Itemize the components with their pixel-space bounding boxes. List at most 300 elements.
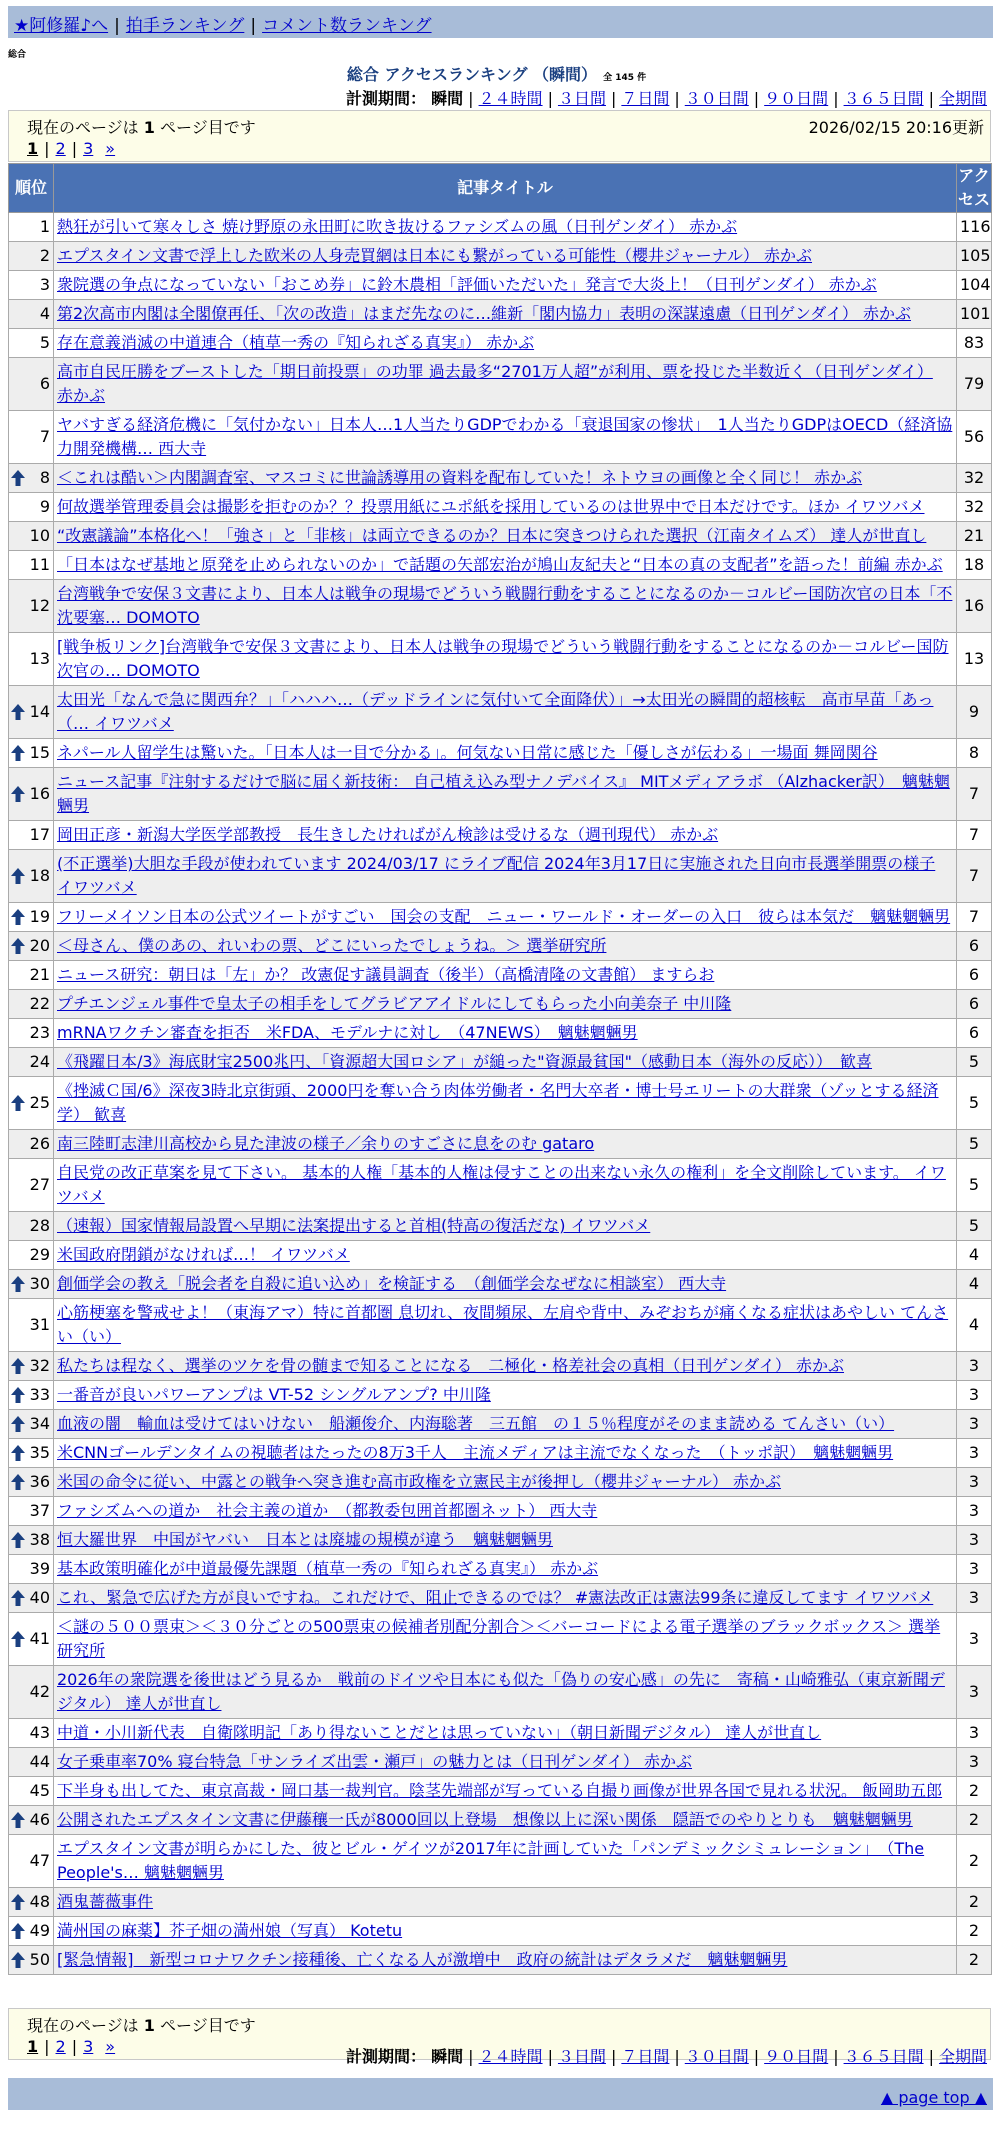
title-cell <box>54 1159 957 1212</box>
table-row <box>9 1130 992 1159</box>
table-row <box>9 1888 992 1917</box>
table-row <box>9 1410 992 1439</box>
title-cell <box>54 990 957 1019</box>
table-row <box>9 329 992 358</box>
article-link[interactable]: 熱狂が引いて寒々しさ 焼け野原の永田町に吹き抜けるファシズムの風（日刊ゲンダイ） 赤かぶ <box>57 217 738 236</box>
rank-number: 19 <box>29 907 50 926</box>
title-cell <box>54 1719 957 1748</box>
access-count: 5 <box>957 1077 992 1130</box>
rank-number: 1 <box>39 217 50 236</box>
rank-number: 10 <box>29 526 50 545</box>
title-cell <box>54 329 957 358</box>
rank-number: 8 <box>39 468 50 487</box>
table-row <box>9 493 992 522</box>
access-count: 8 <box>957 739 992 768</box>
rank-cell <box>9 300 54 329</box>
title-cell <box>54 1381 957 1410</box>
title-cell <box>54 850 957 903</box>
article-link[interactable]: ヤバすぎる経済危機に「気付かない」日本人…1人当たりGDPでわかる「衰退国家の惨状」 1人当たりGDPはOECD（経済協力開発機構… 西大寺 <box>57 415 953 458</box>
rank-cell <box>9 1777 54 1806</box>
rank-number: 16 <box>29 784 50 803</box>
rank-number: 15 <box>29 743 50 762</box>
comment-ranking-link[interactable]: コメント数ランキング <box>262 16 432 36</box>
article-link[interactable]: 《挫滅Ｃ国/6》深夜3時北京街頭、2000円を奪い合う肉体労働者・名門大卒者・博士号エリートの大群衆（ゾッとする経済学） 歓喜 <box>57 1081 939 1124</box>
rank-cell <box>9 1806 54 1835</box>
title-cell <box>54 1666 957 1719</box>
access-count: 3 <box>957 1410 992 1439</box>
table-row <box>9 1613 992 1666</box>
rank-number: 48 <box>29 1892 50 1911</box>
table-row <box>9 1048 992 1077</box>
home-link[interactable]: ★阿修羅♪へ <box>14 16 109 36</box>
article-link[interactable]: 女子乗車率70% 寝台特急「サンライズ出雲・瀬戸」の魅力とは（日刊ゲンダイ） 赤かぶ <box>57 1752 693 1771</box>
table-header-row <box>9 164 992 213</box>
title-cell <box>54 242 957 271</box>
rank-cell <box>9 1613 54 1666</box>
article-link[interactable]: 酒鬼薔薇事件 <box>57 1892 154 1911</box>
rank-number: 45 <box>29 1781 50 1800</box>
rank-number: 41 <box>29 1629 50 1648</box>
access-count: 2 <box>957 1946 992 1975</box>
rank-number: 46 <box>29 1810 50 1829</box>
table-row <box>9 1835 992 1888</box>
article-link[interactable]: (不正選挙)大胆な手段が使われています 2024/03/17 にライブ配信 2024年3月17日に実施された日向市長選挙開票の様子 イワツバメ <box>57 854 936 897</box>
access-count: 6 <box>957 990 992 1019</box>
article-link[interactable]: エプスタイン文書で浮上した欧米の人身売買網は日本にも繋がっている可能性（櫻井ジャーナル） 赤かぶ <box>57 246 813 265</box>
rank-number: 37 <box>29 1501 50 1520</box>
rank-cell <box>9 1468 54 1497</box>
rank-cell <box>9 1526 54 1555</box>
rank-number: 21 <box>29 965 50 984</box>
article-link[interactable]: ＜母さん、僕のあの、れいわの票、どこにいったでしょうね。＞ 選挙研究所 <box>57 936 607 955</box>
item-count: 全 145 件 <box>603 73 647 83</box>
article-link[interactable]: ＜これは酷い＞内閣調査室、マスコミに世論誘導用の資料を配布していた！ネトウヨの画像と全く同じ！ 赤かぶ <box>57 468 863 487</box>
table-row <box>9 739 992 768</box>
table-row <box>9 1917 992 1946</box>
access-count: 7 <box>957 768 992 821</box>
article-link[interactable]: 太田光「なんで急に関西弁？」「ハハハ…（デッドラインに気付いて全面降伏）」→太田光の瞬間的超核転 高市早苗「あっ（… イワツバメ <box>57 690 934 733</box>
rank-number: 29 <box>29 1245 50 1264</box>
table-row <box>9 1159 992 1212</box>
table-row <box>9 850 992 903</box>
page-2-link[interactable]: 2 <box>55 2037 66 2056</box>
article-link[interactable]: 南三陸町志津川高校から見た津波の様子／余りのすごさに息をのむ gataro <box>57 1134 595 1153</box>
period-selector-bottom: 計測期間： 瞬間 | ２４時間 | ３日間 | ７日間 | ３０日間 | ９０日間 | ３６５日間 | 全期間 <box>346 2047 987 2066</box>
title-cell <box>54 1917 957 1946</box>
rank-number: 9 <box>39 497 50 516</box>
title-cell <box>54 1048 957 1077</box>
rank-number: 49 <box>29 1921 50 1940</box>
title-cell <box>54 493 957 522</box>
access-count: 3 <box>957 1468 992 1497</box>
period-3d[interactable]: ３日間 <box>557 2047 606 2066</box>
access-count: 3 <box>957 1666 992 1719</box>
rank-number: 17 <box>29 825 50 844</box>
table-row <box>9 300 992 329</box>
rank-cell <box>9 932 54 961</box>
period-7d[interactable]: ７日間 <box>621 89 670 108</box>
title-cell <box>54 1241 957 1270</box>
access-count: 3 <box>957 1613 992 1666</box>
table-row <box>9 271 992 300</box>
table-row <box>9 1352 992 1381</box>
access-count: 5 <box>957 1130 992 1159</box>
title-cell <box>54 1497 957 1526</box>
rank-up-icon <box>11 938 25 954</box>
article-link[interactable]: ＜謎の５００票束＞＜３０分ごとの500票束の候補者別配分割合＞＜バーコードによる電子選挙のブラックボックス＞ 選挙研究所 <box>57 1617 941 1660</box>
access-count: 3 <box>957 1497 992 1526</box>
table-row <box>9 411 992 464</box>
rank-up-icon <box>11 704 25 720</box>
rank-cell <box>9 739 54 768</box>
access-count: 6 <box>957 932 992 961</box>
table-row <box>9 358 992 411</box>
access-count: 2 <box>957 1835 992 1888</box>
page-current: 1 <box>27 2037 39 2056</box>
period-365d[interactable]: ３６５日間 <box>843 2047 924 2066</box>
top-nav-bar <box>8 6 993 38</box>
access-count: 7 <box>957 821 992 850</box>
access-count: 3 <box>957 1719 992 1748</box>
rank-cell <box>9 821 54 850</box>
rank-cell <box>9 768 54 821</box>
article-link[interactable]: 高市自民圧勝をブーストした「期日前投票」の功罪 過去最多“2701万人超”が利用、票を投じた半数近く（日刊ゲンダイ） 赤かぶ <box>57 362 933 405</box>
rank-number: 25 <box>29 1093 50 1112</box>
rank-cell <box>9 464 54 493</box>
current-page-text: 現在のページは 1 ページ目です <box>27 2016 256 2035</box>
title-cell <box>54 300 957 329</box>
rank-up-icon <box>11 470 25 486</box>
table-row <box>9 1381 992 1410</box>
article-link[interactable]: 自民党の改正草案を見て下さい。 基本的人権「基本的人権は侵すことの出来ない永久の権利」を全文削除しています。 イワツバメ <box>57 1163 946 1206</box>
ranking-rows <box>9 213 992 1975</box>
rank-cell <box>9 1946 54 1975</box>
article-link[interactable]: 私たちは程なく、選挙のツケを骨の髄まで知ることになる 二極化・格差社会の真相（日刊ゲンダイ） 赤かぶ <box>57 1356 845 1375</box>
rank-number: 23 <box>29 1023 50 1042</box>
title-cell <box>54 1888 957 1917</box>
bottom-bar <box>8 2078 993 2110</box>
period-selector-top: 計測期間： 瞬間 | ２４時間 | ３日間 | ７日間 | ３０日間 | ９０日間 | ３６５日間 | 全期間 <box>346 89 987 108</box>
access-count: 6 <box>957 961 992 990</box>
title-cell <box>54 961 957 990</box>
title-cell <box>54 1946 957 1975</box>
access-count: 4 <box>957 1270 992 1299</box>
article-link[interactable]: ファシズムへの道か 社会主義の道か （都教委包囲首都圏ネット） 西大寺 <box>57 1501 598 1520</box>
rank-cell <box>9 1555 54 1584</box>
article-link[interactable]: ニュース研究：朝日は「左」か？ 改憲促す議員調査（後半）（高橋清隆の文書館） ますらお <box>57 965 715 984</box>
article-link[interactable]: 2026年の衆院選を後世はどう見るか 戦前のドイツや日本にも似た「偽りの安心感」の先に 寄稿・山崎雅弘（東京新聞デジタル） 達人が世直し <box>57 1670 945 1713</box>
title-cell <box>54 1299 957 1352</box>
article-link[interactable]: 基本政策明確化が中道最優先課題（植草一秀の『知られざる真実』） 赤かぶ <box>57 1559 599 1578</box>
title-cell <box>54 739 957 768</box>
rank-header: 順位 <box>9 164 54 213</box>
period-label: 計測期間： <box>346 89 427 108</box>
article-link[interactable]: ニュース記事『注射するだけで脳に届く新技術： 自己植え込み型ナノデバイス』 MITメディアラボ （Alzhacker訳） 魑魅魍魎男 <box>57 772 950 815</box>
rank-cell <box>9 411 54 464</box>
article-link[interactable]: 心筋梗塞を警戒せよ！（東海アマ）特に首都圏 息切れ、夜間頻尿、左肩や背中、みぞおちが痛くなる症状はあやしい てんさい（い） <box>57 1303 949 1346</box>
rank-up-icon <box>11 745 25 761</box>
page-current: 1 <box>27 139 39 158</box>
rank-cell <box>9 1352 54 1381</box>
article-link[interactable]: 満州国の麻薬】芥子畑の満州娘（写真） Kotetu <box>57 1921 403 1940</box>
table-row <box>9 1806 992 1835</box>
rank-number: 6 <box>39 374 50 393</box>
page-top-link[interactable]: ▲ page top ▲ <box>880 2088 987 2107</box>
page-2-link[interactable]: 2 <box>55 139 66 158</box>
title-cell <box>54 1410 957 1439</box>
article-link[interactable]: 《飛躍日本/3》海底財宝2500兆円、「資源超大国ロシア」が縋った"資源最貧国"（感動日本（海外の反応）） 歓喜 <box>57 1052 873 1071</box>
table-row <box>9 1299 992 1352</box>
period-24h[interactable]: ２４時間 <box>478 2047 543 2066</box>
rank-number: 28 <box>29 1216 50 1235</box>
rank-number: 35 <box>29 1443 50 1462</box>
title-cell <box>54 903 957 932</box>
rank-up-icon <box>11 1812 25 1828</box>
table-row <box>9 1241 992 1270</box>
article-link[interactable]: 中道・小川新代表 自衛隊明記「あり得ないことだとは思っていない」（朝日新聞デジタル） 達人が世直し <box>57 1723 822 1742</box>
title-cell <box>54 633 957 686</box>
nav-separator: | <box>250 16 257 36</box>
access-count: 5 <box>957 1212 992 1241</box>
access-count: 9 <box>957 686 992 739</box>
title-cell <box>54 522 957 551</box>
rank-cell <box>9 850 54 903</box>
page-3-link[interactable]: 3 <box>83 139 94 158</box>
access-count: 3 <box>957 1584 992 1613</box>
rank-up-icon <box>11 1358 25 1374</box>
article-link[interactable]: mRNAワクチン審査を拒否 米FDA、モデルナに対し （47NEWS） 魑魅魍魎男 <box>57 1023 638 1042</box>
title-cell <box>54 1835 957 1888</box>
article-link[interactable]: [戦争板リンク]台湾戦争で安保３文書により、日本人は戦争の現場でどういう戦闘行動をすることになるのか－コルビー国防次官の… DOMOTO <box>57 637 949 680</box>
page-links: 1 | 2 | 3 » <box>27 139 116 158</box>
title-cell <box>54 411 957 464</box>
rank-number: 44 <box>29 1752 50 1771</box>
article-link[interactable]: 岡田正彦・新潟大学医学部教授 長生きしたければがん検診は受けるな（週刊現代） 赤かぶ <box>57 825 719 844</box>
table-row <box>9 213 992 242</box>
period-all[interactable]: 全期間 <box>938 89 987 108</box>
article-link[interactable]: “改憲議論”本格化へ！「強さ」と「非核」は両立できるのか？日本に突きつけられた選択（江南タイムズ） 達人が世直し <box>57 526 927 545</box>
ranking-table <box>8 163 992 1975</box>
access-count: 7 <box>957 850 992 903</box>
rank-number: 42 <box>29 1682 50 1701</box>
period-30d[interactable]: ３０日間 <box>684 89 749 108</box>
article-link[interactable]: 米国の命令に従い、中露との戦争へ突き進む高市政権を立憲民主が後押し（櫻井ジャーナル） 赤かぶ <box>57 1472 781 1491</box>
rank-cell <box>9 580 54 633</box>
site-label: 総合 <box>8 50 27 60</box>
rank-cell <box>9 1130 54 1159</box>
rank-number: 11 <box>29 555 50 574</box>
period-current: 瞬間 <box>431 89 464 108</box>
title-cell <box>54 1352 957 1381</box>
title-cell <box>54 1270 957 1299</box>
rank-number: 38 <box>29 1530 50 1549</box>
access-count: 5 <box>957 1048 992 1077</box>
table-row <box>9 1526 992 1555</box>
article-link[interactable]: 米国政府閉鎖がなければ…！ イワツバメ <box>57 1245 350 1264</box>
access-count: 32 <box>957 493 992 522</box>
rank-up-icon <box>11 1387 25 1403</box>
article-link[interactable]: 創価学会の教え「脱会者を自殺に追い込め」を検証する （創価学会なぜなに相談室） 西大寺 <box>57 1274 727 1293</box>
access-count: 3 <box>957 1748 992 1777</box>
article-link[interactable]: プチエンジェル事件で皇太子の相手をしてグラビアアイドルにしてもらった小向美奈子 中川隆 <box>57 994 732 1013</box>
rank-cell <box>9 329 54 358</box>
page-3-link[interactable]: 3 <box>83 2037 94 2056</box>
table-row <box>9 1468 992 1497</box>
access-count: 105 <box>957 242 992 271</box>
article-link[interactable]: （速報）国家情報局設置へ早期に法案提出すると首相(特高の復活だな) イワツバメ <box>57 1216 651 1235</box>
title-cell <box>54 821 957 850</box>
article-link[interactable]: 存在意義消滅の中道連合（植草一秀の『知られざる真実』） 赤かぶ <box>57 333 535 352</box>
rank-number: 36 <box>29 1472 50 1491</box>
table-row <box>9 1719 992 1748</box>
article-link[interactable]: これ、緊急で広げた方が良いですね。これだけで、阻止できるのでは？ #憲法改正は憲法99条に違反してます イワツバメ <box>57 1588 934 1607</box>
table-row <box>9 522 992 551</box>
rank-cell <box>9 1888 54 1917</box>
article-link[interactable]: 衆院選の争点になっていない「おこめ券」に鈴木農相「評価いただいた」発言で大炎上！（日刊ゲンダイ） 赤かぶ <box>57 275 877 294</box>
table-row <box>9 242 992 271</box>
rank-number: 31 <box>29 1315 50 1334</box>
access-count: 79 <box>957 358 992 411</box>
rank-number: 47 <box>29 1851 50 1870</box>
title-cell <box>54 464 957 493</box>
rank-up-icon <box>11 786 25 802</box>
rank-up-icon <box>11 1532 25 1548</box>
applause-ranking-link[interactable]: 拍手ランキング <box>125 16 245 36</box>
rank-number: 7 <box>39 427 50 446</box>
rank-up-icon <box>11 868 25 884</box>
table-row <box>9 1439 992 1468</box>
article-link[interactable]: 恒大羅世界 中国がヤバい 日本とは廃墟の規模が違う 魑魅魍魎男 <box>57 1530 554 1549</box>
period-current: 瞬間 <box>431 2047 464 2066</box>
period-30d[interactable]: ３０日間 <box>684 2047 749 2066</box>
article-link[interactable]: ネパール人留学生は驚いた。「日本人は一目で分かる」。何気ない日常に感じた「優しさが伝わる」一場面 舞岡関谷 <box>57 743 878 762</box>
rank-cell <box>9 990 54 1019</box>
article-link[interactable]: 血液の闇 輸血は受けてはいけない 船瀬俊介、内海聡著 三五館 の１５％程度がそのまま読める てんさい（い） <box>57 1414 895 1433</box>
access-count: 3 <box>957 1439 992 1468</box>
period-90d[interactable]: ９０日間 <box>764 2047 829 2066</box>
access-header: アクセス <box>957 164 992 213</box>
rank-up-icon <box>11 1276 25 1292</box>
rank-cell <box>9 1666 54 1719</box>
rank-number: 50 <box>29 1950 50 1969</box>
rank-up-icon <box>11 1631 25 1647</box>
title-cell <box>54 1526 957 1555</box>
article-link[interactable]: [緊急情報] 新型コロナワクチン接種後、亡くなる人が激増中 政府の統計はデタラメだ 魑魅魍魎男 <box>57 1950 788 1969</box>
rank-cell <box>9 1835 54 1888</box>
period-365d[interactable]: ３６５日間 <box>843 89 924 108</box>
rank-up-icon <box>11 1952 25 1968</box>
article-link[interactable]: フリーメイソン日本の公式ツイートがすごい 国会の支配 ニュー・ワールド・オーダーの入口 彼らは本気だ 魑魅魍魎男 <box>57 907 951 926</box>
table-row <box>9 686 992 739</box>
table-row <box>9 1748 992 1777</box>
table-row <box>9 1212 992 1241</box>
rank-cell <box>9 1019 54 1048</box>
title-cell <box>54 1777 957 1806</box>
period-3d[interactable]: ３日間 <box>557 89 606 108</box>
rank-cell <box>9 358 54 411</box>
table-row <box>9 1777 992 1806</box>
rank-up-icon <box>11 1590 25 1606</box>
rank-up-icon <box>11 1894 25 1910</box>
rank-cell <box>9 1270 54 1299</box>
period-24h[interactable]: ２４時間 <box>478 89 543 108</box>
rank-cell <box>9 242 54 271</box>
access-count: 4 <box>957 1299 992 1352</box>
rank-cell <box>9 1048 54 1077</box>
access-count: 4 <box>957 1241 992 1270</box>
rank-cell <box>9 1719 54 1748</box>
article-link[interactable]: 一番音が良いパワーアンプは VT-52 シングルアンプ? 中川隆 <box>57 1385 491 1404</box>
rank-number: 2 <box>39 246 50 265</box>
rank-up-icon <box>11 1445 25 1461</box>
table-row <box>9 1946 992 1975</box>
rank-cell <box>9 1077 54 1130</box>
rank-cell <box>9 686 54 739</box>
page-next-link[interactable]: » <box>105 139 116 158</box>
article-link[interactable]: 公開されたエプスタイン文書に伊藤穰一氏が8000回以上登場 想像以上に深い関係 隠語でのやりとりも 魑魅魍魎男 <box>57 1810 913 1829</box>
title-cell <box>54 1613 957 1666</box>
access-count: 3 <box>957 1381 992 1410</box>
title-cell <box>54 1212 957 1241</box>
article-link[interactable]: 第2次高市内閣は全閣僚再任、「次の改造」はまだ先なのに…維新「閣内協力」表明の深謀遠慮（日刊ゲンダイ） 赤かぶ <box>57 304 911 323</box>
access-count: 21 <box>957 522 992 551</box>
rank-cell <box>9 1381 54 1410</box>
rank-cell <box>9 1748 54 1777</box>
table-row <box>9 551 992 580</box>
rank-number: 5 <box>39 333 50 352</box>
rank-up-icon <box>11 1474 25 1490</box>
rank-number: 14 <box>29 702 50 721</box>
period-label: 計測期間： <box>346 2047 427 2066</box>
table-row <box>9 1555 992 1584</box>
access-count: 5 <box>957 1159 992 1212</box>
article-link[interactable]: 「日本はなぜ基地と原発を止められないのか」で話題の矢部宏治が鳩山友紀夫と“日本の真の支配者”を語った！前編 赤かぶ <box>57 555 943 574</box>
table-row <box>9 990 992 1019</box>
rank-number: 39 <box>29 1559 50 1578</box>
access-count: 3 <box>957 1526 992 1555</box>
rank-cell <box>9 961 54 990</box>
title-cell <box>54 1555 957 1584</box>
rank-cell <box>9 633 54 686</box>
article-link[interactable]: 米CNNゴールデンタイムの視聴者はたったの8万3千人 主流メディアは主流でなくなった （トッポ訳） 魑魅魍魎男 <box>57 1443 894 1462</box>
article-link[interactable]: エプスタイン文書が明らかにした、彼とビル・ゲイツが2017年に計画していた「パンデミックシミュレーション」 （The People's… 魑魅魍魎男 <box>57 1839 925 1882</box>
access-count: 56 <box>957 411 992 464</box>
title-cell <box>54 1077 957 1130</box>
page-next-link[interactable]: » <box>105 2037 116 2056</box>
article-link[interactable]: 下半身も出してた、東京高裁・岡口基一裁判官。陰茎先端部が写っている自撮り画像が世界各国で見れる状況。 飯岡助五郎 <box>57 1781 943 1800</box>
rank-cell <box>9 551 54 580</box>
period-7d[interactable]: ７日間 <box>621 2047 670 2066</box>
rank-number: 22 <box>29 994 50 1013</box>
title-cell <box>54 1806 957 1835</box>
title-cell <box>54 1130 957 1159</box>
title-cell <box>54 1584 957 1613</box>
period-all[interactable]: 全期間 <box>938 2047 987 2066</box>
page-title <box>0 62 993 85</box>
title-cell <box>54 213 957 242</box>
article-link[interactable]: 台湾戦争で安保３文書により、日本人は戦争の現場でどういう戦闘行動をすることになるのか－コルビー国防次官の日本「不沈要塞… DOMOTO <box>57 584 953 627</box>
access-count: 6 <box>957 1019 992 1048</box>
pagination-top <box>8 110 991 162</box>
title-cell <box>54 686 957 739</box>
rank-number: 40 <box>29 1588 50 1607</box>
access-count: 3 <box>957 1555 992 1584</box>
title-cell <box>54 580 957 633</box>
table-row <box>9 1270 992 1299</box>
period-90d[interactable]: ９０日間 <box>764 89 829 108</box>
access-count: 18 <box>957 551 992 580</box>
article-link[interactable]: 何故選挙管理委員会は撮影を拒むのか？？投票用紙にユポ紙を採用しているのは世界中で日本だけです。ほか イワツバメ <box>57 497 925 516</box>
